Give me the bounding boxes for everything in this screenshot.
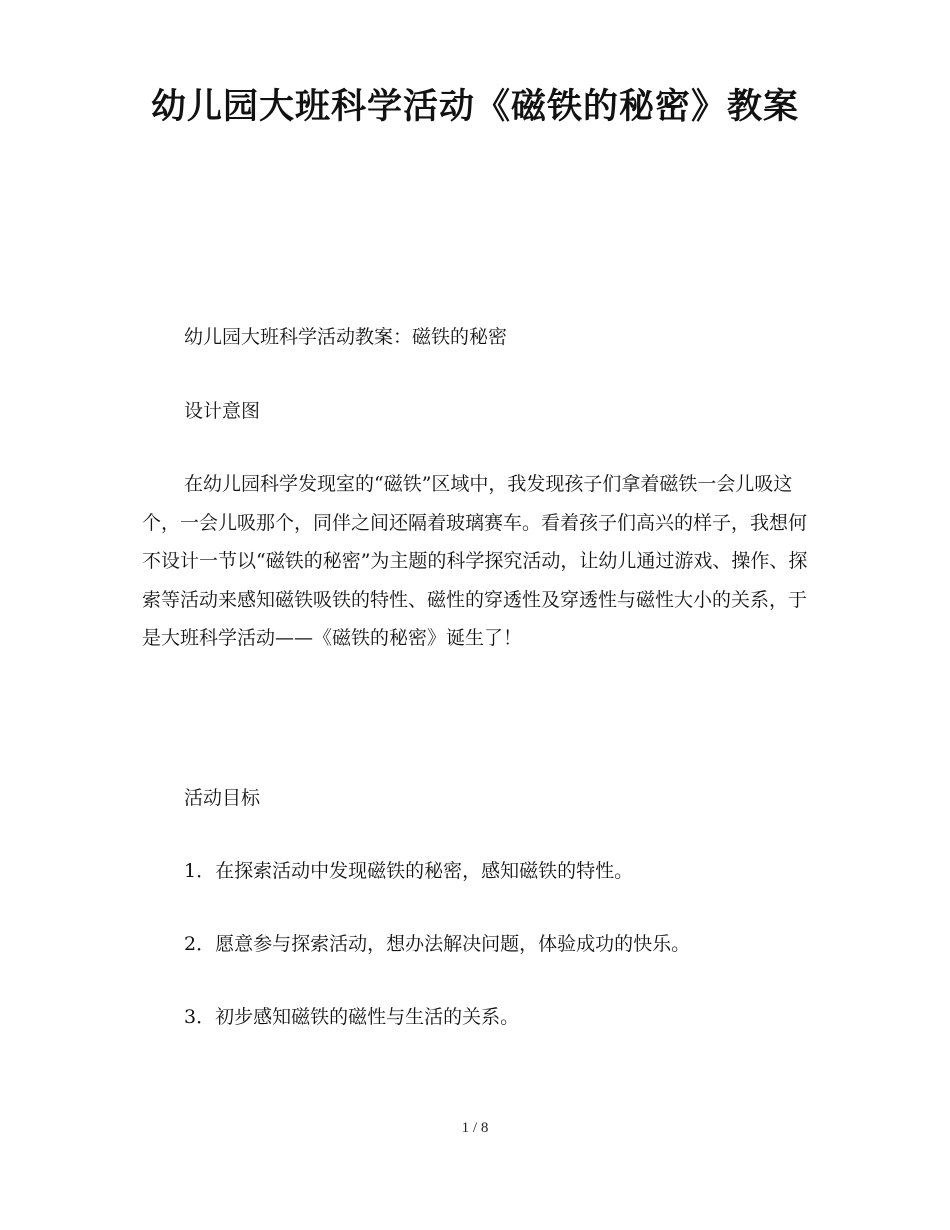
section-heading-activity-goals: 活动目标 (184, 787, 261, 809)
goal-item-1: 1．在探索活动中发现磁铁的秘密，感知磁铁的特性。 (184, 860, 634, 882)
subtitle-paragraph: 幼儿园大班科学活动教案：磁铁的秘密 (184, 326, 508, 348)
design-intent-paragraph: 在幼儿园科学发现室的“磁铁”区域中，我发现孩子们拿着磁铁一会儿吸这个，一会儿吸那个，同伴之间还隔着玻璃赛车。看着孩子们高兴的样子，我想何不设计一节以“磁铁的秘密”为主题的科学探究活动，让幼儿通过游戏、操作、探索等活动来感知磁铁吸铁的特性、磁性的穿透性及穿透性与磁性大小的关系，于是大班科学活动——《磁铁的秘密》诞生了！ (142, 473, 808, 649)
document-title: 幼儿园大班科学活动《磁铁的秘密》教案 (150, 86, 799, 127)
goal-item-3: 3．初步感知磁铁的磁性与生活的关系。 (184, 1006, 520, 1028)
goal-item-2: 2．愿意参与探索活动，想办法解决问题，体验成功的快乐。 (184, 933, 691, 955)
section-heading-design-intent: 设计意图 (184, 400, 261, 422)
page-number: 1 / 8 (461, 1120, 489, 1136)
